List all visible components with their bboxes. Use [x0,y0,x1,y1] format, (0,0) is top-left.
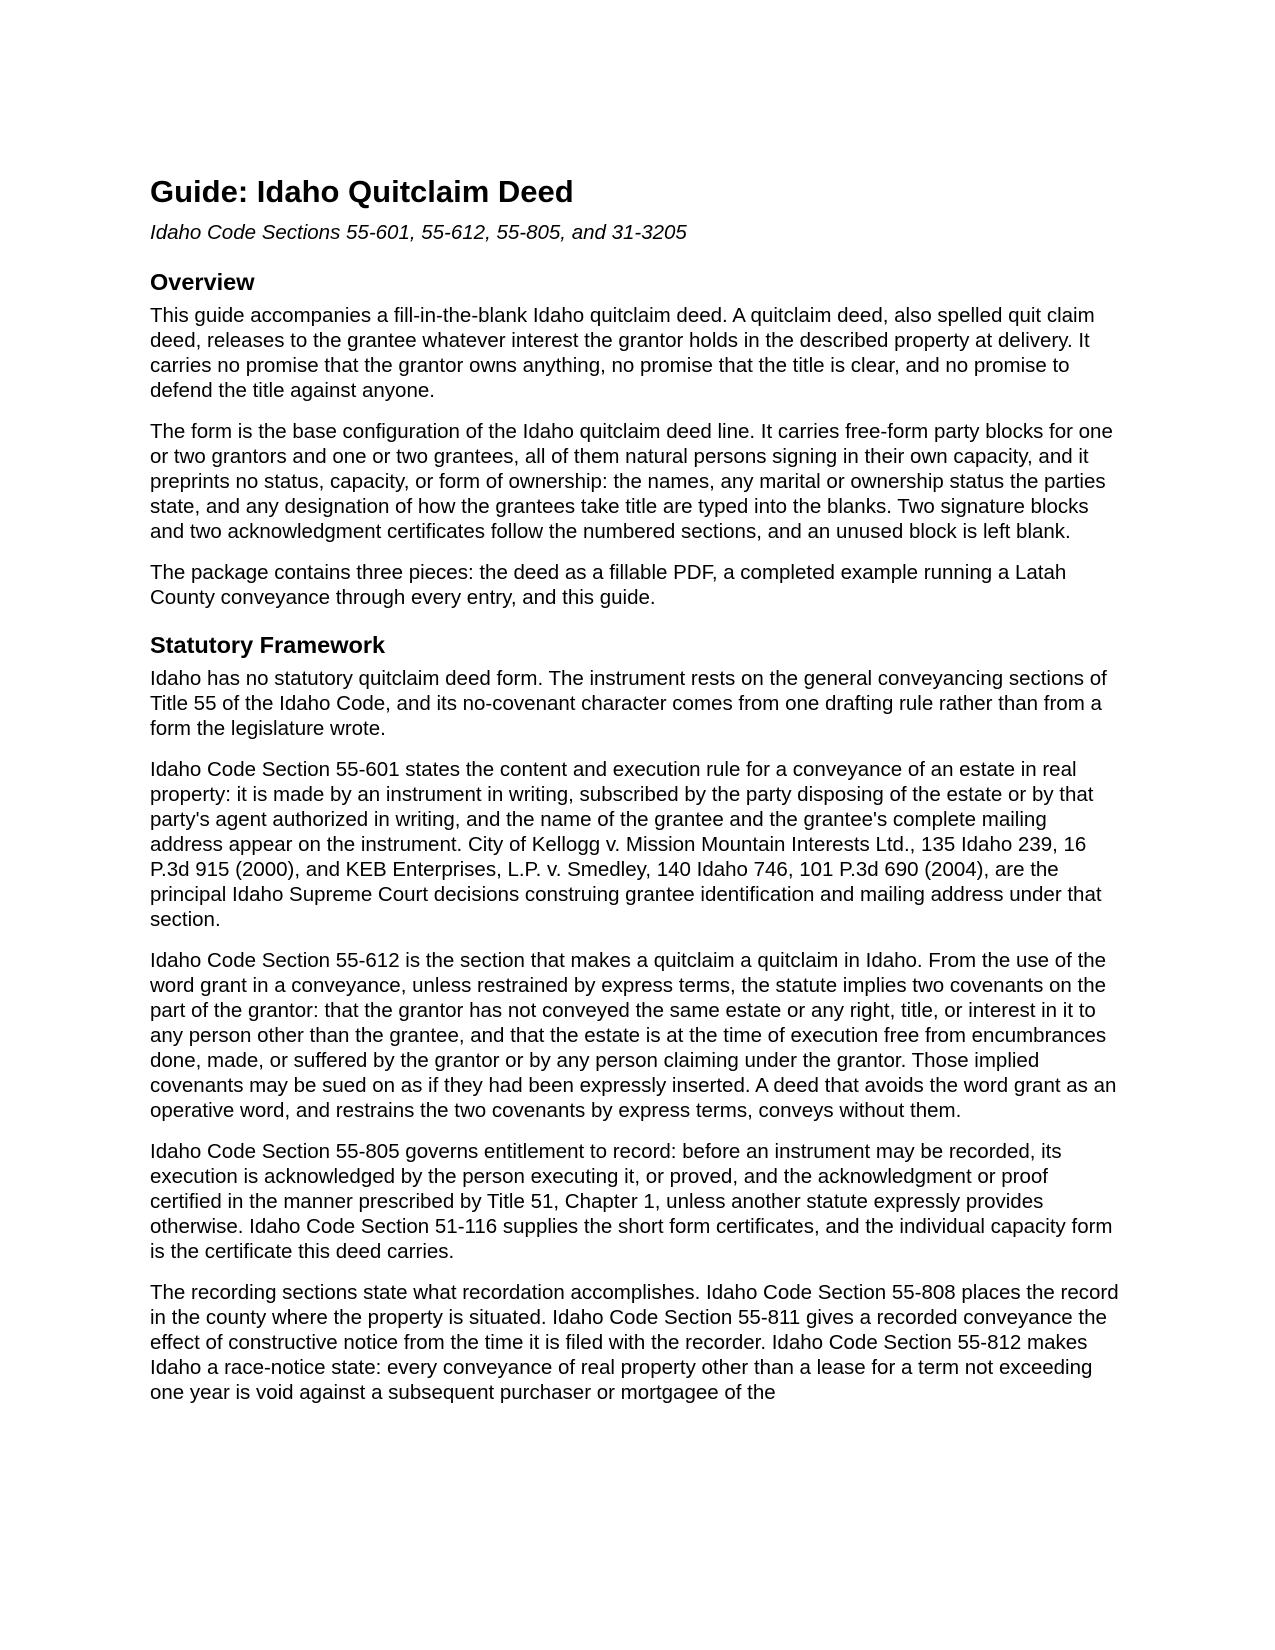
document-title: Guide: Idaho Quitclaim Deed [150,174,574,209]
paragraph: Idaho Code Section 55-805 governs entitlement to record: before an instrument may be recorded, its execution is acknowledged by the person executing it, or proved, and the acknowledgment or proof certified in the manner prescribed by Title 51, Chapter 1, unless another statute expressly provides otherwise. Idaho Code Section 51-116 supplies the short form certificates, and the individual capacity form is the certificate this deed carries. [150,1140,1113,1263]
document-page [150,172,1125,1421]
section-heading-overview: Overview [150,269,255,295]
document-subtitle: Idaho Code Sections 55-601, 55-612, 55-805, and 31-3205 [150,221,687,244]
section-body-statutory-framework [150,666,1125,1405]
paragraph: The package contains three pieces: the deed as a fillable PDF, a completed example running a Latah County conveyance through every entry, and this guide. [150,561,1067,609]
paragraph: This guide accompanies a fill-in-the-blank Idaho quitclaim deed. A quitclaim deed, also spelled quit claim deed, releases to the grantee whatever interest the grantor holds in the described property at delivery. It carries no promise that the grantor owns anything, no promise that the title is clear, and no promise to defend the title against anyone. [150,304,1095,402]
paragraph: Idaho Code Section 55-601 states the content and execution rule for a conveyance of an estate in real property: it is made by an instrument in writing, subscribed by the party disposing of the estate or by that party's agent authorized in writing, and the name of the grantee and the grantee's complete mailing address appear on the instrument. City of Kellogg v. Mission Mountain Interests Ltd., 135 Idaho 239, 16 P.3d 915 (2000), and KEB Enterprises, L.P. v. Smedley, 140 Idaho 746, 101 P.3d 690 (2004), are the principal Idaho Supreme Court decisions construing grantee identification and mailing address under that section. [150,758,1102,931]
paragraph: Idaho has no statutory quitclaim deed form. The instrument rests on the general conveyancing sections of Title 55 of the Idaho Code, and its no-covenant character comes from one drafting rule rather than from a form the legislature wrote. [150,667,1107,740]
paragraph: The form is the base configuration of the Idaho quitclaim deed line. It carries free-form party blocks for one or two grantors and one or two grantees, all of them natural persons signing in their own capacity, and it preprints no status, capacity, or form of ownership: the names, any marital or ownership status the parties state, and any designation of how the grantees take title are typed into the blanks. Two signature blocks and two acknowledgment certificates follow the numbered sections, and an unused block is left blank. [150,420,1113,543]
section-body-overview [150,303,1125,610]
paragraph: The recording sections state what recordation accomplishes. Idaho Code Section 55-808 places the record in the county where the property is situated. Idaho Code Section 55-811 gives a recorded conveyance the effect of constructive notice from the time it is filed with the recorder. Idaho Code Section 55-812 makes Idaho a race-notice state: every conveyance of real property other than a lease for a term not exceeding one year is void against a subsequent purchaser or mortgagee of the [150,1281,1119,1404]
section-heading-statutory-framework: Statutory Framework [150,632,386,658]
paragraph: Idaho Code Section 55-612 is the section that makes a quitclaim a quitclaim in Idaho. From the use of the word grant in a conveyance, unless restrained by express terms, the statute implies two covenants on the part of the grantor: that the grantor has not conveyed the same estate or any right, title, or interest in it to any person other than the grantee, and that the estate is at the time of execution free from encumbrances done, made, or suffered by the grantor or by any person claiming under the grantor. Those implied covenants may be sued on as if they had been expressly inserted. A deed that avoids the word grant as an operative word, and restrains the two covenants by express terms, conveys without them. [150,949,1117,1122]
